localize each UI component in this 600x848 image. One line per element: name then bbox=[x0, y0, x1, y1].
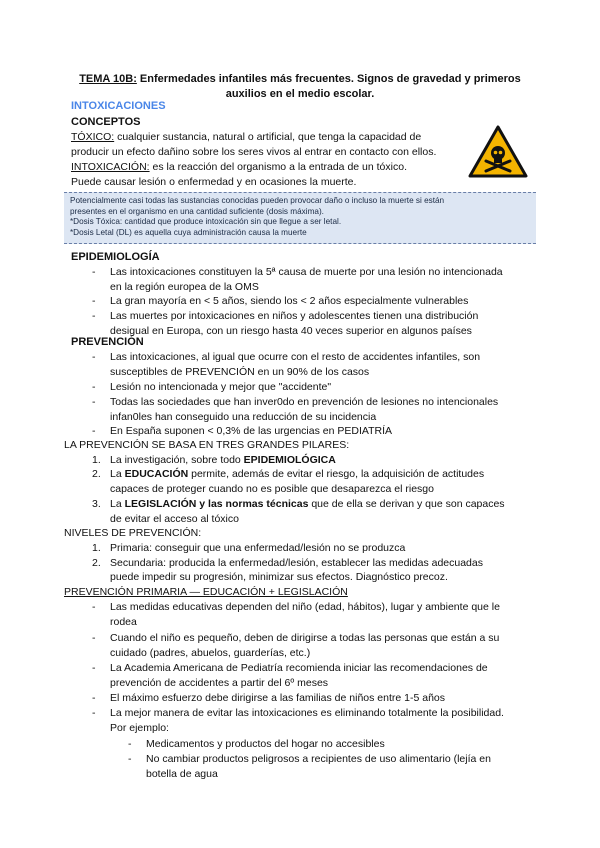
pilares-heading: LA PREVENCIÓN SE BASA EN TRES GRANDES PILARES: bbox=[64, 439, 350, 451]
primaria-heading: PREVENCIÓN PRIMARIA — EDUCACIÓN + LEGISLACIÓN bbox=[64, 586, 348, 598]
intox-term: INTOXICACIÓN: bbox=[71, 161, 150, 173]
toxico-term: TÓXICO: bbox=[71, 131, 115, 143]
section-conceptos: CONCEPTOS bbox=[71, 116, 141, 128]
section-intoxicaciones: INTOXICACIONES bbox=[71, 100, 166, 112]
niveles-heading: NIVELES DE PREVENCIÓN: bbox=[64, 527, 202, 539]
note-line-2: presentes en el organismo en una cantidad suficiente (dosis máxima). bbox=[70, 206, 324, 216]
toxico-line-1 bbox=[71, 130, 421, 145]
document-title bbox=[60, 72, 540, 102]
title-label: TEMA 10B: bbox=[79, 73, 137, 85]
intox-line-2: Puede causar lesión o enfermedad y en ocasiones la muerte. bbox=[71, 176, 357, 188]
note-line-4: *Dosis Letal (DL) es aquella cuya administración causa la muerte bbox=[70, 227, 307, 237]
intox-def-1: es la reacción del organismo a la entrada de un tóxico. bbox=[149, 161, 407, 173]
note-line-1: Potencialmente casi todas las sustancias conocidas pueden provocar daño o incluso la muerte si están bbox=[70, 196, 445, 205]
title-line-1: Enfermedades infantiles más frecuentes. Signos de gravedad y primeros bbox=[136, 73, 521, 85]
intox-line-1 bbox=[71, 160, 407, 175]
title-line-2: auxilios en el medio escolar. bbox=[225, 88, 375, 100]
skull-hazard-icon bbox=[467, 124, 529, 179]
toxico-def-1: cualquier sustancia, natural o artificial, que tenga la capacidad de bbox=[114, 131, 422, 143]
section-prevencion: PREVENCIÓN bbox=[71, 336, 144, 348]
toxico-line-2: producir un efecto dañino sobre los seres vivos al entrar en contacto con ellos. bbox=[71, 146, 437, 158]
dosis-note-box bbox=[64, 192, 536, 244]
note-line-3: *Dosis Tóxica: cantidad que produce intoxicación sin que llegue a ser letal. bbox=[70, 217, 342, 227]
section-epidemiologia: EPIDEMIOLOGÍA bbox=[71, 251, 160, 263]
document-page: TEMA 10B: Enfermedades infantiles más frecuentes. Signos de gravedad y primeros auxilios en el medio escolar. INTOXICACIONES CONCEPTOS TÓXICO: cualquier sustancia, natural o artificial, que tenga la capacidad de producir un efecto dañino sobre los seres vivos al entrar en contacto con ellos. INTOXICACIÓN: es la reacción del organismo a la entrada de un tóxico. Puede causar lesión o enfermedad y en ocasiones la muerte. Potencialmente casi todas las sustancias conocidas pueden provocar daño o incluso la muerte si están presentes en el organismo en una cantidad suficiente (dosis máxima). *Dosis Tóxica: cantidad que produce intoxicación sin que llegue a ser letal. *Dosis Letal (DL) es aquella cuya administración causa la muerte EPIDEMIOLOGÍA - Las intoxicaciones constituyen la 5ª causa de muerte por una lesión no intencionada en la región europea de la OMS - La gran mayoría en < 5 años, siendo los < 2 años especialmente vulnerables - Las muertes por intoxicaciones en niños y adolescentes tienen una distribución desigual en Europa, con un riesgo hasta 40 veces superior en algunos países PREVENCIÓN - Las intoxicaciones, al igual que ocurre con el resto de accidentes infantiles, son susceptibles de PREVENCIÓN en un 90% de los casos - Lesión no intencionada y mejor que "accidente" - Todas las sociedades que han inver0do en prevención de lesiones no intencionales infan0les han conseguido una reducción de su incidencia - En España suponen < 0,3% de las urgencias en PEDIATRÍA LA PREVENCIÓN SE BASA EN TRES GRANDES PILARES: 1. La investigación, sobre todo EPIDEMIOLÓGICA 2. La EDUCACIÓN permite, además de evitar el riesgo, la adquisición de actitudes capaces de proteger cuando no es posible que desaparezca el riesgo 3. La LEGISLACIÓN y las normas técnicas que de ella se derivan y que son capaces de evitar el acceso al tóxico NIVELES DE PREVENCIÓN: 1. Primaria: conseguir que una enfermedad/lesión no se produzca 2. Secundaria: producida la enfermedad/lesión, establecer las medidas adecuadas puede impedir su progresión, minimizar sus efectos. Diagnóstico precoz. PREVENCIÓN PRIMARIA — EDUCACIÓN + LEGISLACIÓN - Las medidas educativas dependen del niño (edad, hábitos), lugar y ambiente que le rodea - Cuando el niño es pequeño, deben de dirigirse a todas las personas que están a su cuidado (padres, abuelos, guarderías, etc.) - La Academia Americana de Pediatría recomienda iniciar las recomendaciones de prevención de accidentes a partir del 6º meses - El máximo esfuerzo debe dirigirse a las familias de niños entre 1-5 años - La mejor manera de evitar las intoxicaciones es eliminando totalmente la posibilidad. Por ejemplo: - Medicamentos y productos del hogar no accesibles - No cambiar productos peligrosos a recipientes de uso alimentario (lejía en botella de agua bbox=[0, 0, 600, 848]
